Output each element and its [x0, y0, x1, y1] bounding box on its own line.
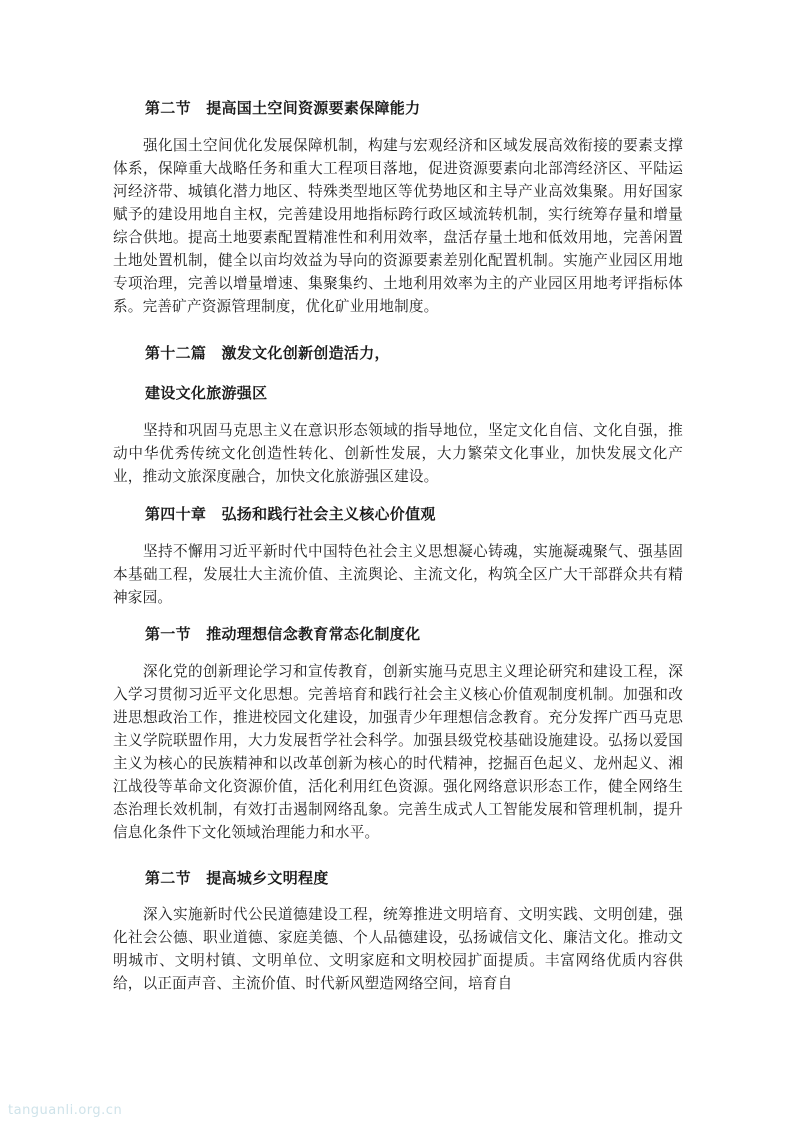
- section-heading-civilization: 第二节 提高城乡文明程度: [145, 869, 329, 887]
- watermark-text: tanguanli.org.cn: [8, 1103, 123, 1118]
- paragraph-civilization: 深入实施新时代公民道德建设工程，统筹推进文明培育、文明实践、文明创建，强化社会公德、职业道德、家庭美德、个人品德建设，弘扬诚信文化、廉洁文化。推动文明城市、文明村镇、文明单位、文明家庭和文明校园扩面提质。丰富网络优质内容供给，以正面声音、主流价值、时代新风塑造网络空间，培育自: [113, 906, 683, 992]
- paragraph-land-resources: 强化国土空间优化发展保障机制，构建与宏观经济和区域发展高效衔接的要素支撑体系，保障重大战略任务和重大工程项目落地，促进资源要素向北部湾经济区、平陆运河经济带、城镇化潜力地区、特殊类型地区等优势地区和主导产业高效集聚。用好国家赋予的建设用地自主权，完善建设用地指标跨行政区域流转机制，实行统筹存量和增量综合供地。提高土地要素配置精准性和利用效率，盘活存量土地和低效用地，完善闲置土地处置机制，健全以亩均效益为导向的资源要素差别化配置机制。实施产业园区用地专项治理，完善以增量增速、集聚集约、土地利用效率为主的产业园区用地考评指标体系。完善矿产资源管理制度，优化矿业用地制度。: [113, 137, 683, 315]
- part-heading-culture: 第十二篇 激发文化创新创造活力，: [145, 344, 390, 362]
- paragraph-ideals-education: 深化党的创新理论学习和宣传教育，创新实施马克思主义理论研究和建设工程，深入学习贯彻习近平文化思想。完善培育和践行社会主义核心价值观制度机制。加强和改进思想政治工作，推进校园文化建设，加强青少年理想信念教育。充分发挥广西马克思主义学院联盟作用，大力发展哲学社会科学。加强县级党校基础设施建设。弘扬以爱国主义为核心的民族精神和以改革创新为核心的时代精神，挖掘百色起义、龙州起义、湘江战役等革命文化资源价值，活化利用红色资源。强化网络意识形态工作，健全网络生态治理长效机制，有效打击遏制网络乱象。完善生成式人工智能发展和管理机制，提升信息化条件下文化领域治理能力和水平。: [113, 663, 683, 841]
- paragraph-culture-intro: 坚持和巩固马克思主义在意识形态领域的指导地位，坚定文化自信、文化自强，推动中华优秀传统文化创造性转化、创新性发展，大力繁荣文化事业，加快发展文化产业，推动文旅深度融合，加快文化旅游强区建设。: [113, 422, 683, 485]
- paragraph-core-values: 坚持不懈用习近平新时代中国特色社会主义思想凝心铸魂，实施凝魂聚气、强基固本基础工程，发展壮大主流价值、主流舆论、主流文化，构筑全区广大干部群众共有精神家园。: [113, 543, 683, 606]
- section-heading-ideals-education: 第一节 推动理想信念教育常态化制度化: [145, 625, 421, 643]
- section-heading-land-resources: 第二节 提高国土空间资源要素保障能力: [145, 99, 421, 117]
- chapter-heading-core-values: 第四十章 弘扬和践行社会主义核心价值观: [145, 505, 436, 523]
- part-heading-culture-subtitle: 建设文化旅游强区: [145, 384, 268, 402]
